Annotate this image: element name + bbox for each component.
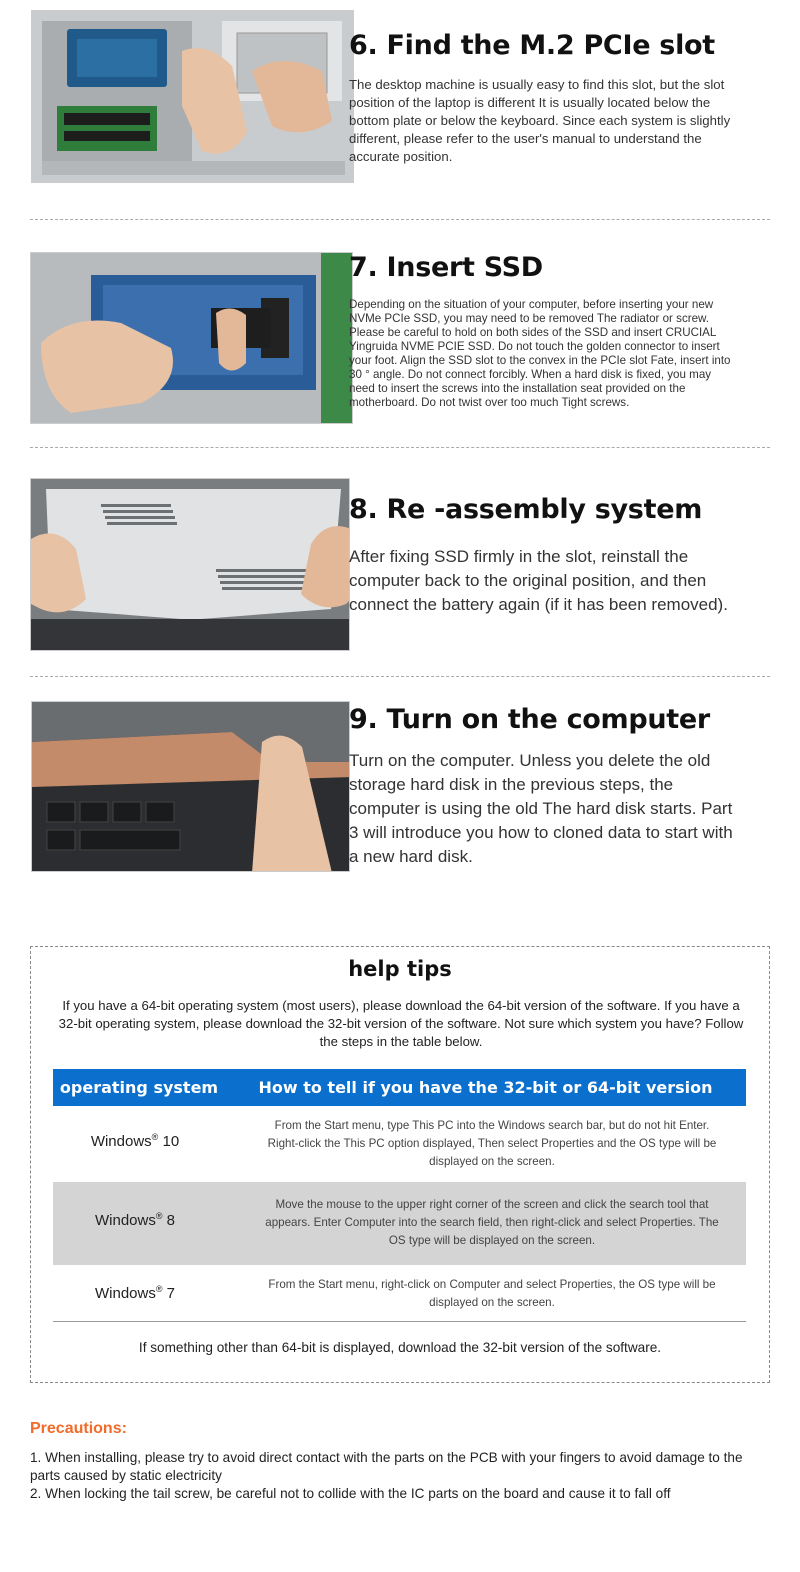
os-name: Windows® 10: [90, 1132, 180, 1150]
table-bottom-rule: [53, 1321, 746, 1322]
precautions-title: Precautions:: [30, 1420, 127, 1437]
header-operating-system: operating system: [59, 1078, 219, 1097]
step-9-body: Turn on the computer. Unless you delete the old storage hard disk in the previous steps, the computer is using the old The hard disk starts. Part 3 will introduce you how to cloned data to start with a new hard disk.: [349, 751, 733, 866]
os-instructions: From the Start menu, type This PC into the Windows search bar, but do not hit Enter. Right-click the This PC option displayed, Then select Properties and the OS type will be displayed on the screen.: [267, 1119, 717, 1168]
step-9-photo: [31, 701, 350, 872]
help-tips-footer: If something other than 64-bit is displayed, download the 32-bit version of the software.: [138, 1340, 662, 1355]
step-7-body: Depending on the situation of your computer, before inserting your new NVMe PCIe SSD, you may need to be removed The radiator or screw. Please be careful to hold on both sides of the SSD and insert CRUCIAL Yingruida NVME PCIE SSD. Do not touch the golden connector to insert your foot. Align the SSD slot to the convex in the PCIe slot Fate, insert into 30 ° angle. Do not connect forcibly. When a hard disk is fixed, you may need to insert the screws into the installation seat provided on the motherboard. Do not twist over too much Tight screws.: [349, 298, 731, 409]
step-6-title: 6. Find the M.2 PCIe slot: [349, 30, 715, 61]
precaution-item: 2. When locking the tail screw, be careful not to collide with the IC parts on the board and cause it to fall off: [30, 1486, 671, 1501]
step-6-photo: [31, 10, 354, 183]
step-8-photo: [30, 478, 350, 651]
table-row: [53, 1265, 746, 1321]
step-7-photo: [30, 252, 353, 424]
divider: [30, 219, 770, 220]
os-instructions: From the Start menu, right-click on Computer and select Properties, the OS type will be displayed on the screen.: [268, 1278, 716, 1309]
divider: [30, 447, 770, 448]
header-how-to-tell: How to tell if you have the 32-bit or 64-bit version: [258, 1078, 713, 1097]
step-8-title: 8. Re -assembly system: [349, 494, 703, 525]
laptop-m2-slot-illustration: [32, 11, 354, 183]
step-9-title: 9. Turn on the computer: [349, 704, 710, 735]
help-tips-intro: If you have a 64-bit operating system (most users), please download the 64-bit version of the software. If you have a 32-bit operating system, please download the 32-bit version of the software. Not sure which system you have? Follow the steps in the table below.: [58, 998, 744, 1049]
precautions-list: [30, 1449, 770, 1503]
reassembly-illustration: [31, 479, 350, 651]
help-tips-title: help tips: [348, 957, 452, 981]
os-name: Windows® 8: [94, 1211, 175, 1229]
table-row: [53, 1106, 746, 1181]
insert-ssd-illustration: [31, 253, 353, 424]
precaution-item: 1. When installing, please try to avoid direct contact with the parts on the PCB with your fingers to avoid damage to the parts caused by static electricity: [30, 1450, 743, 1483]
power-button-illustration: [32, 702, 350, 872]
divider: [30, 676, 770, 677]
step-7-title: 7. Insert SSD: [349, 252, 543, 283]
step-8-body: After fixing SSD firmly in the slot, reinstall the computer back to the original position, and then connect the battery again (if it has been removed).: [349, 547, 728, 614]
os-instructions: Move the mouse to the upper right corner of the screen and click the search tool that appears. Enter Computer into the search field, then right-click and select Properties. The OS type will be displayed on the screen.: [265, 1198, 719, 1247]
help-tips-box: [30, 946, 770, 1383]
os-name: Windows® 7: [94, 1284, 175, 1302]
step-6-body: The desktop machine is usually easy to find this slot, but the slot position of the laptop is different It is usually located below the bottom plate or below the keyboard. Since each system is slightly different, please refer to the user's manual to understand the accurate position.: [349, 77, 731, 164]
table-row: [53, 1182, 746, 1265]
os-table-header: [53, 1069, 746, 1106]
